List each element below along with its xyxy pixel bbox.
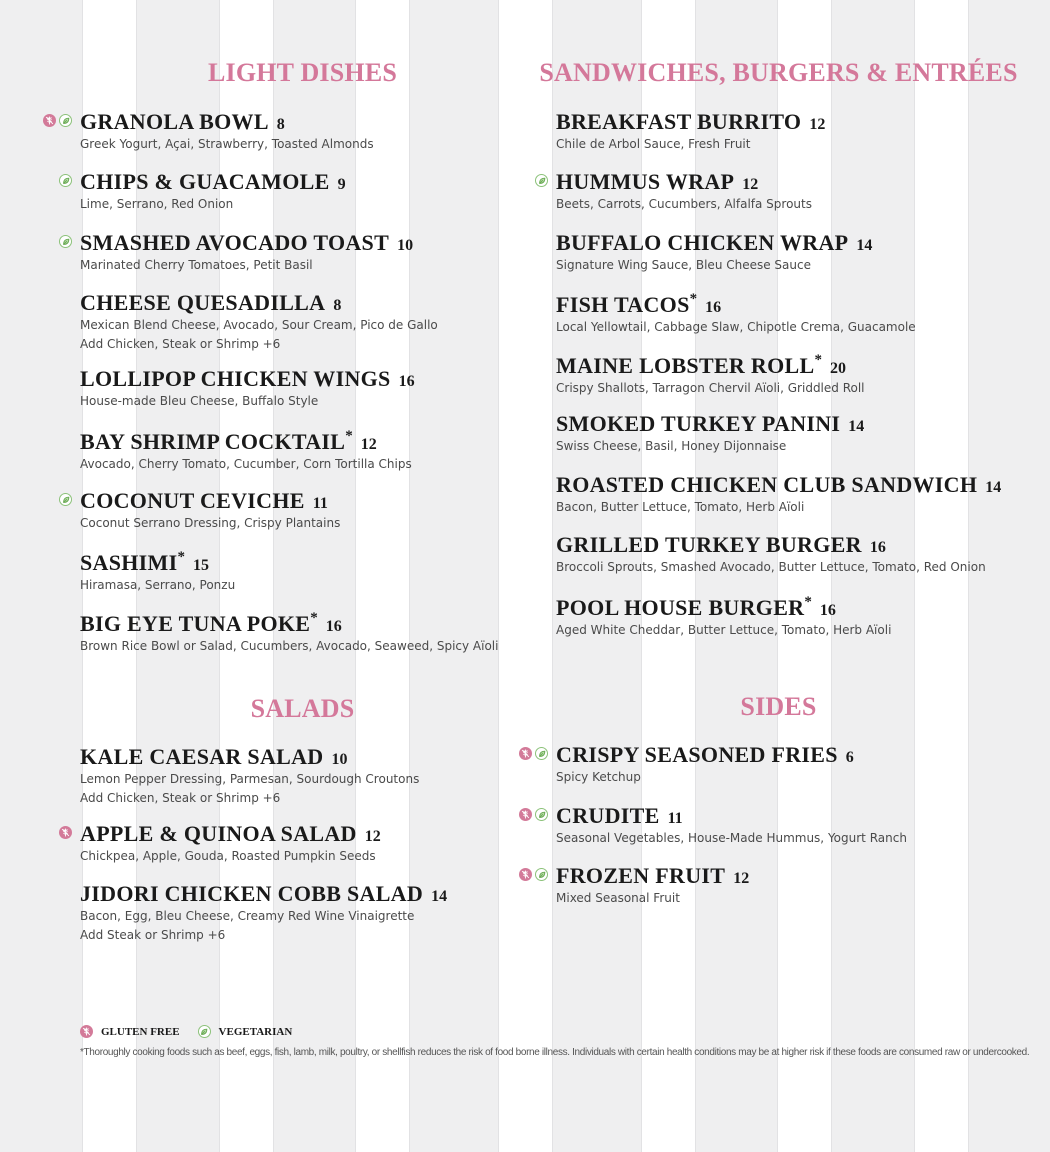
item-name: FISH TACOS [556,292,690,317]
item-price: 16 [325,618,342,635]
item-price: 8 [333,297,342,314]
raw-food-asterisk: * [310,610,318,626]
item-title-line [80,368,520,390]
item-name: JIDORI CHICKEN COBB SALAD [80,881,424,906]
vegetarian-leaf-icon [59,493,72,506]
item-description: Avocado, Cherry Tomato, Cucumber, Corn Tortilla Chips [80,457,412,471]
item-description: Brown Rice Bowl or Salad, Cucumbers, Avocado, Seaweed, Spicy Aïoli [80,639,499,653]
item-description: Mexican Blend Cheese, Avocado, Sour Cream, Pico de Gallo [80,318,438,332]
item-title-line [556,292,1026,316]
section-title-salads: SALADS [250,694,355,723]
item-name: CRISPY SEASONED FRIES [556,742,838,767]
dietary-legend [80,1025,292,1038]
item-title-line [80,111,520,133]
gluten-free-icon [43,114,56,127]
item-name: LOLLIPOP CHICKEN WINGS [80,366,391,391]
menu-item [80,171,520,212]
vegetarian-leaf-icon [59,174,72,187]
section-title-sandwiches: SANDWICHES, BURGERS & ENTRÉES [539,58,1018,87]
item-title-line [80,883,520,905]
item-price: 12 [742,176,759,193]
item-title-line [80,490,520,512]
item-name: FROZEN FRUIT [556,863,726,888]
vegetarian-leaf-icon [535,747,548,760]
menu-item [556,232,1026,273]
menu-item [80,111,520,152]
item-name: BAY SHRIMP COCKTAIL [80,429,346,454]
menu-item [80,232,520,273]
menu-item [80,746,520,806]
item-description: Hiramasa, Serrano, Ponzu [80,578,236,592]
menu-item [80,611,520,654]
vegetarian-leaf-icon [535,868,548,881]
item-title-line [556,413,1026,435]
item-title-line [80,429,520,453]
menu-item [556,413,1026,454]
item-title-line [556,534,1026,556]
dietary-badges [43,114,72,127]
menu-item [80,368,520,409]
legend-vegetarian-label: VEGETARIAN [218,1025,293,1038]
menu-item [556,865,1026,906]
item-description: Broccoli Sprouts, Smashed Avocado, Butter Lettuce, Tomato, Red Onion [556,560,986,574]
item-description: Local Yellowtail, Cabbage Slaw, Chipotle Crema, Guacamole [556,320,916,334]
dietary-badges [59,235,72,248]
item-name: CHEESE QUESADILLA [80,290,326,315]
item-title-line [556,595,1026,619]
menu-item [80,490,520,531]
item-name: SMASHED AVOCADO TOAST [80,230,390,255]
item-description: Seasonal Vegetables, House-Made Hummus, Yogurt Ranch [556,831,907,845]
item-price: 10 [331,751,348,768]
item-description: Swiss Cheese, Basil, Honey Dijonnaise [556,439,787,453]
item-name: MAINE LOBSTER ROLL [556,353,815,378]
item-name: ROASTED CHICKEN CLUB SANDWICH [556,472,978,497]
item-description: Crispy Shallots, Tarragon Chervil Aïoli, Griddled Roll [556,381,865,395]
menu-item [556,353,1026,396]
item-title-line [556,474,1026,496]
item-description: Bacon, Egg, Bleu Cheese, Creamy Red Wine Vinaigrette [80,909,415,923]
item-price: 20 [829,360,846,377]
item-name: BREAKFAST BURRITO [556,109,802,134]
item-description: Aged White Cheddar, Butter Lettuce, Tomato, Herb Aïoli [556,623,892,637]
vegetarian-leaf-icon [59,235,72,248]
item-name: CHIPS & GUACAMOLE [80,169,330,194]
raw-food-asterisk: * [804,594,812,610]
item-price: 11 [312,495,328,512]
dietary-badges [59,826,72,839]
item-name: GRANOLA BOWL [80,109,269,134]
item-title-line [80,746,520,768]
vegetarian-leaf-icon [535,808,548,821]
raw-food-asterisk: * [814,352,822,368]
item-description: Lime, Serrano, Red Onion [80,197,234,211]
item-name: SASHIMI [80,550,178,575]
gluten-free-icon [80,1025,93,1038]
right-column [539,0,1026,1000]
raw-food-asterisk: * [345,428,353,444]
item-price: 12 [360,436,377,453]
item-title-line [556,171,1026,193]
item-description: Coconut Serrano Dressing, Crispy Plantains [80,516,341,530]
dietary-badges [519,747,548,760]
item-title-line [80,611,520,635]
item-price: 15 [192,557,209,574]
item-title-line [80,171,520,193]
item-name: KALE CAESAR SALAD [80,744,324,769]
item-name: GRILLED TURKEY BURGER [556,532,862,557]
item-title-line [556,232,1026,254]
item-name: POOL HOUSE BURGER [556,595,805,620]
raw-food-asterisk: * [689,291,698,307]
menu-item [80,823,520,864]
item-description: Greek Yogurt, Açai, Strawberry, Toasted Almonds [80,137,374,151]
item-name: SMOKED TURKEY PANINI [556,411,841,436]
item-description: Signature Wing Sauce, Bleu Cheese Sauce [556,258,811,272]
legend-gluten-free-label: GLUTEN FREE [101,1025,180,1038]
item-price: 9 [337,176,346,193]
menu-item [556,595,1026,638]
item-price: 12 [809,116,826,133]
item-price: 16 [705,299,722,316]
dietary-badges [59,493,72,506]
item-title-line [556,865,1026,887]
item-add-on: Add Chicken, Steak or Shrimp +6 [80,337,281,351]
dietary-badges [519,868,548,881]
item-price: 14 [431,888,448,905]
item-name: APPLE & QUINOA SALAD [80,821,357,846]
dietary-badges [59,174,72,187]
item-name: BIG EYE TUNA POKE [80,611,311,636]
item-description: Bacon, Butter Lettuce, Tomato, Herb Aïoli [556,500,805,514]
item-price: 14 [848,418,865,435]
menu-item [556,292,1026,335]
item-title-line [80,823,520,845]
item-price: 14 [985,479,1002,496]
menu-item [556,171,1026,212]
item-price: 16 [819,602,836,619]
item-description: Chile de Arbol Sauce, Fresh Fruit [556,137,751,151]
item-name: BUFFALO CHICKEN WRAP [556,230,849,255]
item-description: Lemon Pepper Dressing, Parmesan, Sourdough Croutons [80,772,420,786]
menu-item [80,429,520,472]
item-description: Chickpea, Apple, Gouda, Roasted Pumpkin Seeds [80,849,376,863]
item-title-line [80,232,520,254]
item-name: HUMMUS WRAP [556,169,735,194]
item-description: Beets, Carrots, Cucumbers, Alfalfa Sprouts [556,197,812,211]
section-title-sides: SIDES [740,692,817,721]
raw-food-asterisk: * [177,549,185,565]
item-title-line [556,744,1026,766]
item-title-line [556,353,1026,377]
section-title-light-dishes: LIGHT DISHES [207,58,398,87]
gluten-free-icon [519,868,532,881]
gluten-free-icon [59,826,72,839]
menu-item [556,474,1026,515]
dietary-badges [519,808,548,821]
menu-item [556,534,1026,575]
item-price: 16 [869,539,886,556]
item-title-line [556,805,1026,827]
item-description: Mixed Seasonal Fruit [556,891,680,905]
menu-item [80,883,520,943]
item-price: 12 [733,870,750,887]
vegetarian-leaf-icon [198,1025,211,1038]
item-title-line [556,111,1026,133]
item-description: House-made Bleu Cheese, Buffalo Style [80,394,319,408]
menu-item [556,111,1026,152]
dietary-badges [535,174,548,187]
vegetarian-leaf-icon [59,114,72,127]
menu-item [556,805,1026,846]
item-price: 16 [398,373,415,390]
item-description: Spicy Ketchup [556,770,641,784]
menu-item [556,744,1026,785]
gluten-free-icon [519,747,532,760]
item-price: 12 [364,828,381,845]
item-price: 14 [856,237,873,254]
vegetarian-leaf-icon [535,174,548,187]
left-column [80,0,520,1000]
item-price: 6 [845,749,854,766]
item-name: COCONUT CEVICHE [80,488,305,513]
gluten-free-icon [519,808,532,821]
item-price: 8 [276,116,285,133]
item-add-on: Add Steak or Shrimp +6 [80,928,226,942]
menu-item [80,292,520,352]
item-price: 11 [667,810,683,827]
item-add-on: Add Chicken, Steak or Shrimp +6 [80,791,281,805]
item-price: 10 [397,237,414,254]
item-title-line [80,550,520,574]
item-description: Marinated Cherry Tomatoes, Petit Basil [80,258,313,272]
menu-item [80,550,520,593]
item-title-line [80,292,520,314]
item-name: CRUDITE [556,803,660,828]
food-safety-disclaimer: *Thoroughly cooking foods such as beef, eggs, fish, lamb, milk, poultry, or shellfish reduces the risk of food borne illness. Individuals with certain health conditions may be at higher risk if these foods are consumed raw or undercooked. [80,1047,1030,1058]
